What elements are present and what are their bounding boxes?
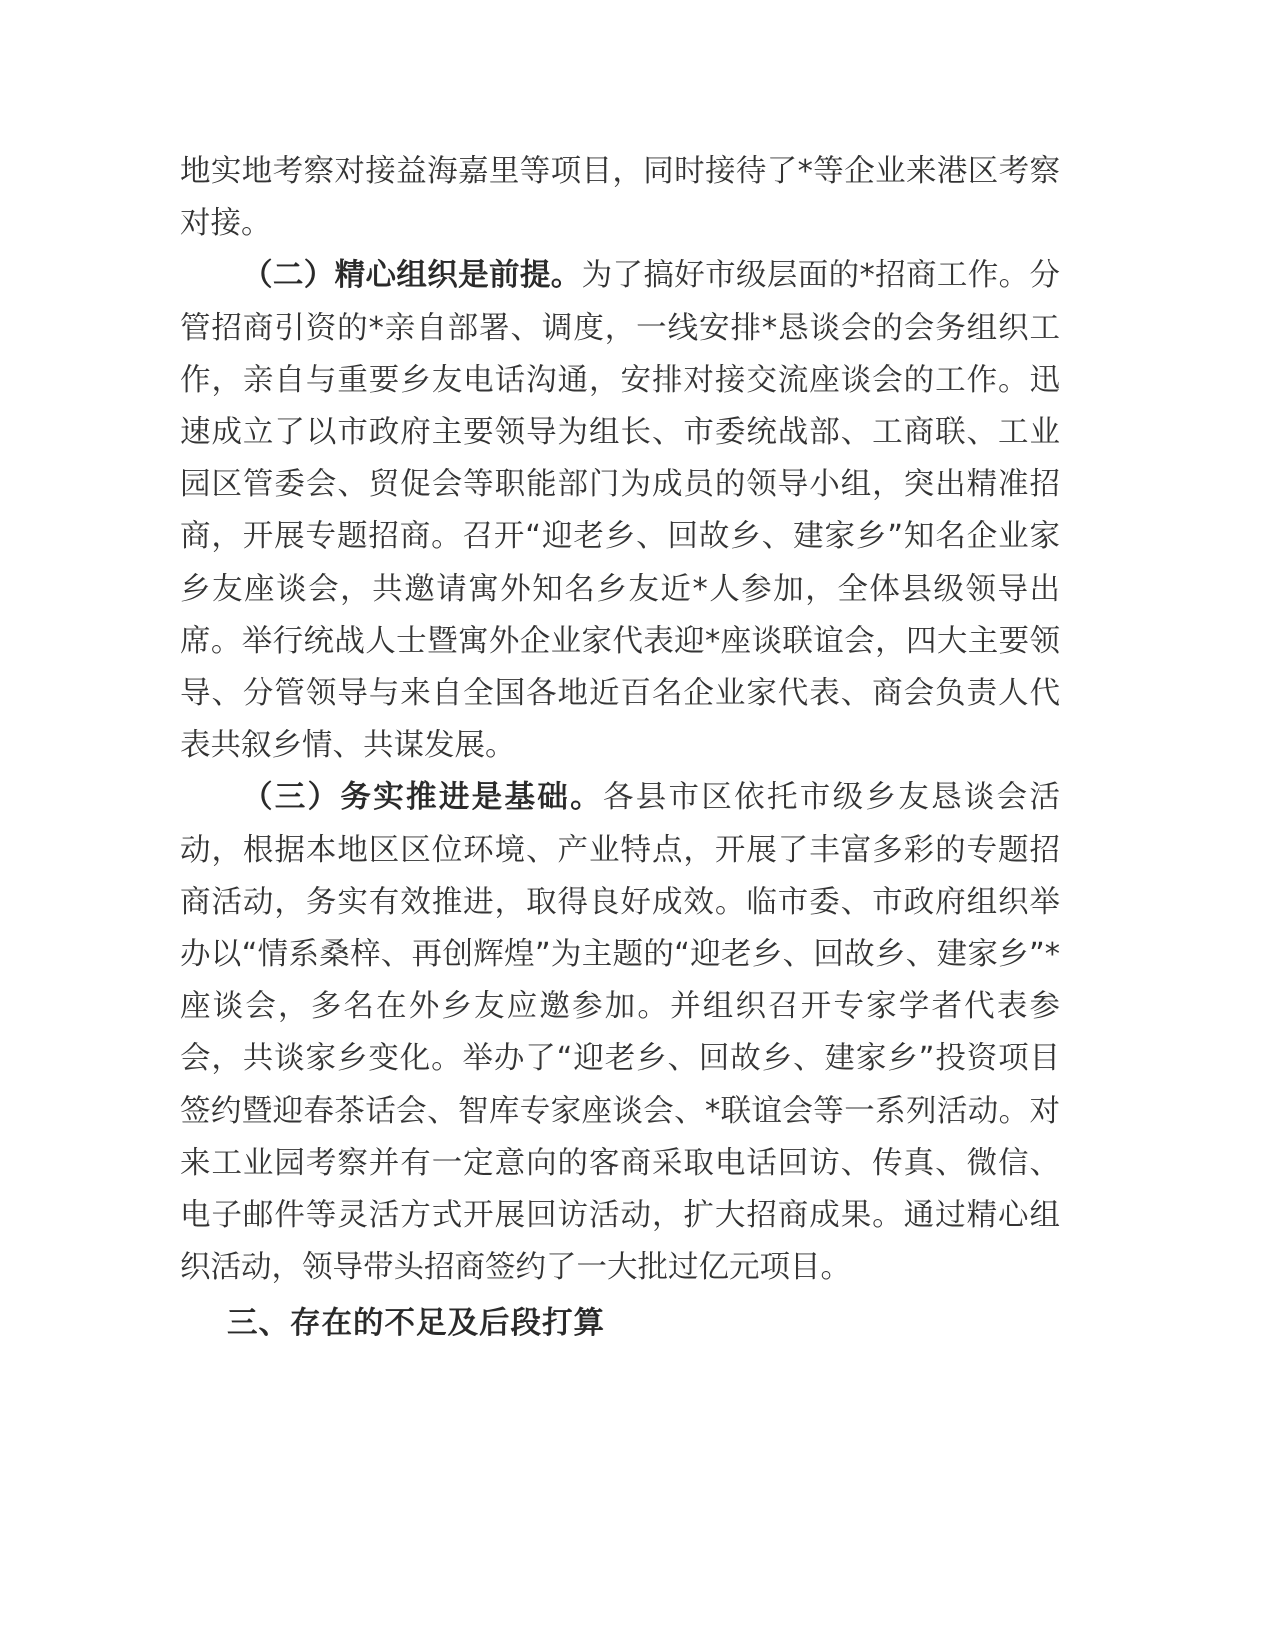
section-2-body: 为了搞好市级层面的*招商工作。分管招商引资的*亲自部署、调度，一线安排*恳谈会的会务组织工作，亲自与重要乡友电话沟通，安排对接交流座谈会的工作。迅速成立了以市政府主要领导为组长、市委统战部、工商联、工业园区管委会、贸促会等职能部门为成员的领导小组，突出精准招商，开展专题招商。召开“迎老乡、回故乡、建家乡”知名企业家乡友座谈会，共邀请寓外知名乡友近*人参加，全体县级领导出席。举行统战人士暨寓外企业家代表迎*座谈联谊会，四大主要领导、分管领导与来自全国各地近百名企业家代表、商会负责人代表共叙乡情、共谋发展。 — [180, 258, 1060, 764]
section-2-lead: （二）精心组织是前提。 — [242, 258, 582, 294]
section-3-body: 各县市区依托市级乡友恳谈会活动，根据本地区区位环境、产业特点，开展了丰富多彩的专题招商活动，务实有效推进，取得良好成效。临市委、市政府组织举办以“情系桑梓、再创辉煌”为主题的“迎老乡、回故乡、建家乡”*座谈会，多名在外乡友应邀参加。并组织召开专家学者代表参会，共谈家乡变化。举办了“迎老乡、回故乡、建家乡”投资项目签约暨迎春茶话会、智库专家座谈会、*联谊会等一系列活动。对来工业园考察并有一定意向的客商采取电话回访、传真、微信、电子邮件等灵活方式开展回访活动，扩大招商成果。通过精心组织活动，领导带头招商签约了一大批过亿元项目。 — [180, 780, 1060, 1286]
section-3-lead: （三）务实推进是基础。 — [242, 780, 603, 816]
paragraph-section-2 — [180, 250, 1060, 772]
paragraph-section-3 — [180, 772, 1060, 1294]
section-heading-3: 三、存在的不足及后段打算 — [227, 1306, 605, 1342]
paragraph-continuation: 地实地考察对接益海嘉里等项目，同时接待了*等企业来港区考察对接。 — [180, 154, 1060, 242]
document-page — [180, 146, 1060, 1351]
